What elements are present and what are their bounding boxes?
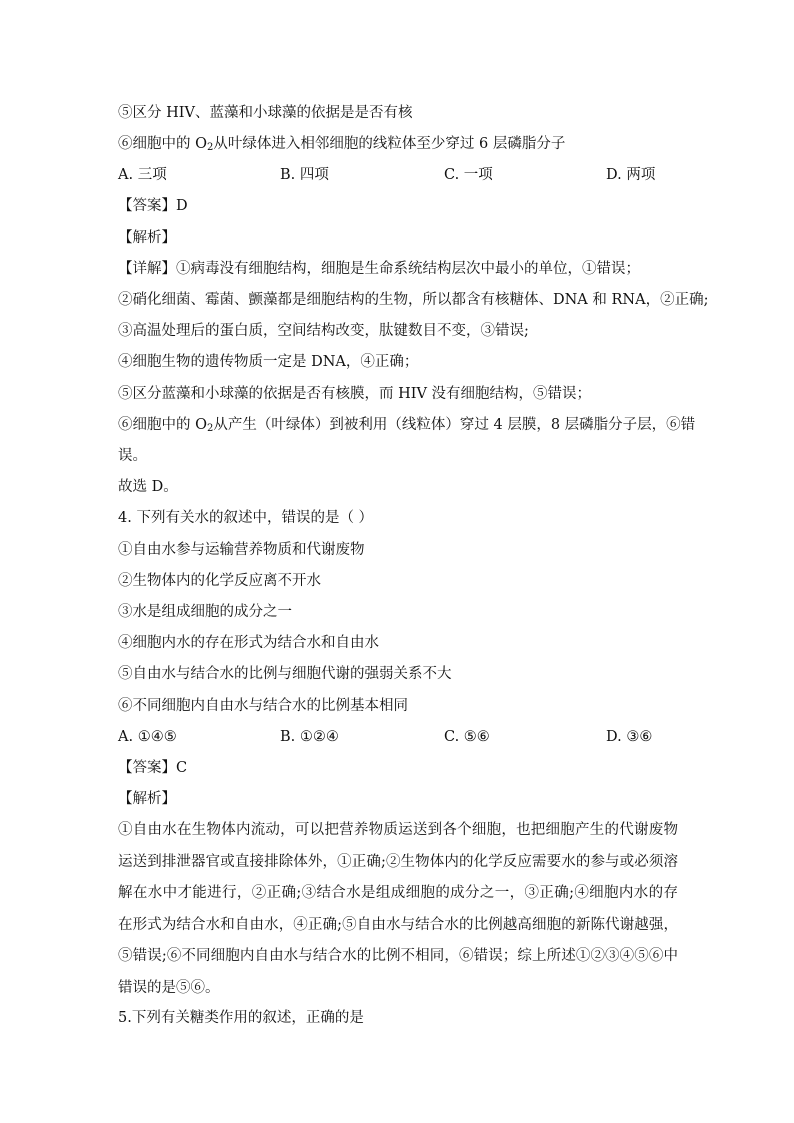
q3-statement-6-post: 从叶绿体进入相邻细胞的线粒体至少穿过 6 层磷脂分子 <box>213 136 566 152</box>
q3-detail-6-continued: 误。 <box>118 448 147 464</box>
q3-option-a: A. 三项 <box>118 167 167 183</box>
q3-option-d: D. 两项 <box>606 167 656 183</box>
q4-statement-2: ②生物体内的化学反应离不开水 <box>118 573 321 589</box>
q3-detail-6-post: 从产生（叶绿体）到被利用（线粒体）穿过 4 层膜，8 层磷脂分子层，⑥错 <box>213 417 696 433</box>
q5-stem: 5.下列有关糖类作用的叙述，正确的是 <box>118 1010 364 1026</box>
q3-detail-1: 【详解】①病毒没有细胞结构，细胞是生命系统结构层次中最小的单位，①错误； <box>118 261 640 277</box>
q3-option-c: C. 一项 <box>444 167 493 183</box>
q4-analysis-heading: 【解析】 <box>118 791 176 807</box>
q3-statement-6-pre: ⑥细胞中的 O <box>118 136 207 152</box>
q4-statement-6: ⑥不同细胞内自由水与结合水的比例基本相同 <box>118 698 408 714</box>
q4-option-d: D. ③⑥ <box>606 729 653 745</box>
q4-stem: 4. 下列有关水的叙述中，错误的是（ ） <box>118 510 374 526</box>
q4-statement-4: ④细胞内水的存在形式为结合水和自由水 <box>118 635 379 651</box>
q3-detail-6-pre: ⑥细胞中的 O <box>118 417 207 433</box>
q3-detail-5: ⑤区分蓝藻和小球藻的依据是否有核膜，而 HIV 没有细胞结构，⑤错误； <box>118 386 592 402</box>
q4-statement-3: ③水是组成细胞的成分之一 <box>118 604 292 620</box>
q3-options <box>118 165 678 185</box>
q3-detail-6 <box>118 415 695 435</box>
q3-detail-4: ④细胞生物的遗传物质一定是 DNA，④正确； <box>118 354 419 370</box>
q3-statement-5: ⑤区分 HIV、蓝藻和小球藻的依据是是否有核 <box>118 105 413 121</box>
q4-analysis-paragraph: ①自由水在生物体内流动，可以把营养物质运送到各个细胞，也把细胞产生的代谢废物运送到排泄器官或直接排除体外，①正确;②生物体内的化学反应需要水的参与或必须溶解在水中才能进行，②正确;③结合水是组成细胞的成分之一，③正确;④细胞内水的存在形式为结合水和自由水，④正确;⑤自由水与结合水的比例越高细胞的新陈代谢越强，⑤错误;⑥不同细胞内自由水与结合水的比例不相同，⑥错误；综上所述①②③④⑤⑥中错误的是⑤⑥。 <box>118 822 678 996</box>
q4-options <box>118 727 678 747</box>
q3-detail-3: ③高温处理后的蛋白质，空间结构改变，肽键数目不变，③错误; <box>118 323 529 339</box>
q4-answer: 【答案】C <box>118 760 188 776</box>
q4-option-c: C. ⑤⑥ <box>444 729 490 745</box>
q4-statement-1: ①自由水参与运输营养物质和代谢废物 <box>118 542 365 558</box>
q3-answer: 【答案】D <box>118 198 188 214</box>
q3-option-b: B. 四项 <box>280 167 329 183</box>
q4-statement-5: ⑤自由水与结合水的比例与细胞代谢的强弱关系不大 <box>118 666 452 682</box>
q3-detail-2: ②硝化细菌、霉菌、颤藻都是细胞结构的生物，所以都含有核糖体、DNA 和 RNA，②正确; <box>118 292 709 308</box>
q3-statement-6 <box>118 134 565 154</box>
q3-detail-6-sub: 2 <box>207 423 214 434</box>
q3-conclusion: 故选 D。 <box>118 479 178 495</box>
q4-option-a: A. ①④⑤ <box>118 729 177 745</box>
q3-analysis-heading: 【解析】 <box>118 230 176 246</box>
q3-statement-6-sub: 2 <box>207 142 214 153</box>
q4-option-b: B. ①②④ <box>280 729 339 745</box>
